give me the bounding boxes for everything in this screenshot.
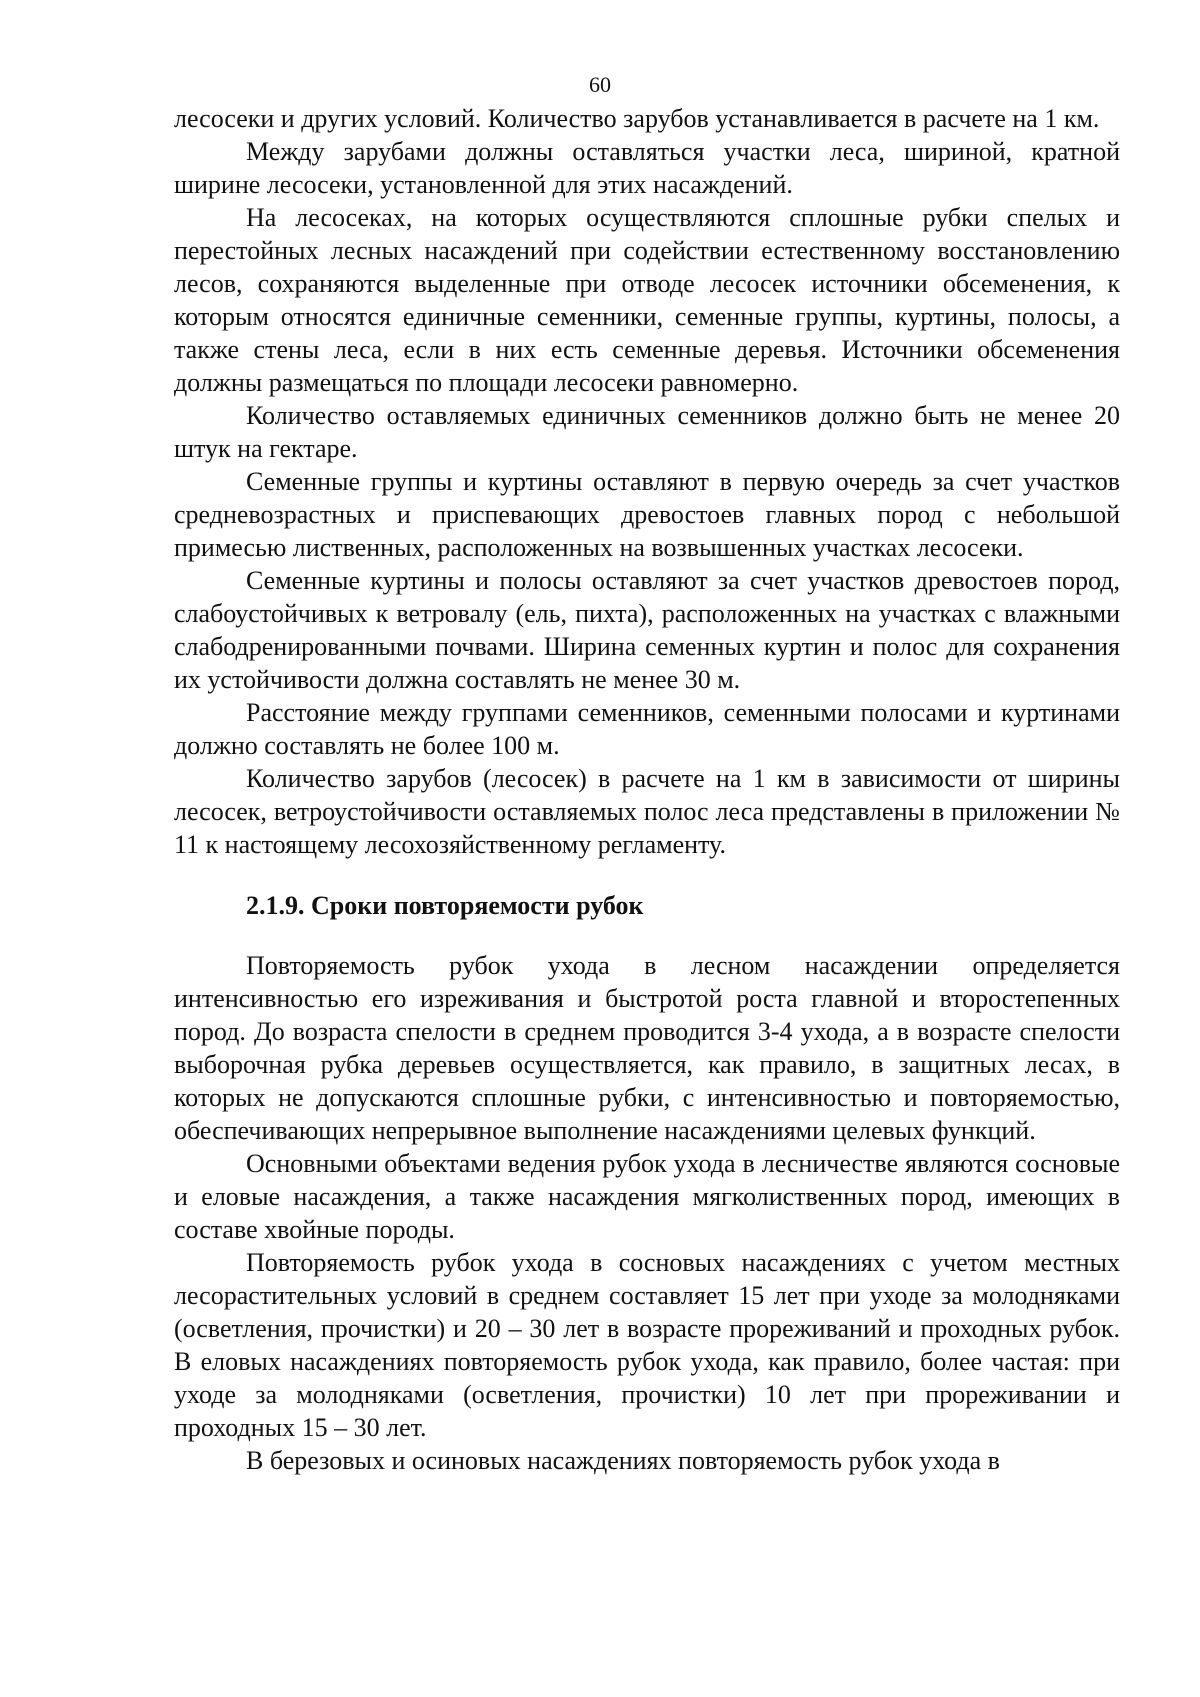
paragraph: Основными объектами ведения рубок ухода в лесничестве являются сосновые и еловые насаждения, а также насаждения мягколиственных пород, имеющих в составе хвойные породы.: [174, 1149, 1120, 1244]
paragraph: В березовых и осиновых насаждениях повторяемость рубок ухода в: [246, 1446, 1000, 1475]
paragraph: Количество оставляемых единичных семенников должно быть не менее 20 штук на гектаре.: [174, 401, 1120, 463]
document-body: [174, 102, 1120, 1477]
paragraph-continuation: лесосеки и других условий. Количество зарубов устанавливается в расчете на 1 км.: [174, 104, 1100, 133]
paragraph: На лесосеках, на которых осуществляются сплошные рубки спелых и перестойных лесных насаждений при содействии естественному восстановлению лесов, сохраняются выделенные при отводе лесосек источники обсеменения, к которым относятся единичные семенники, семенные группы, куртины, полосы, а также стены леса, если в них есть семенные деревья. Источники обсеменения должны размещаться по площади лесосеки равномерно.: [174, 203, 1120, 397]
page-number: 60: [589, 72, 611, 97]
paragraph: Расстояние между группами семенников, семенными полосами и куртинами должно составлять не более 100 м.: [174, 698, 1120, 760]
paragraph: Семенные куртины и полосы оставляют за счет участков древостоев пород, слабоустойчивых к ветровалу (ель, пихта), расположенных на участках с влажными слабодренированными почвами. Ширина семенных куртин и полос для сохранения их устойчивости должна составлять не менее 30 м.: [174, 566, 1120, 694]
paragraph: Семенные группы и куртины оставляют в первую очередь за счет участков средневозрастных и приспевающих древостоев главных пород с небольшой примесью лиственных, расположенных на возвышенных участках лесосеки.: [174, 467, 1120, 562]
paragraph: Повторяемость рубок ухода в лесном насаждении определяется интенсивностью его изреживания и быстротой роста главной и второстепенных пород. До возраста спелости в среднем проводится 3-4 ухода, а в возрасте спелости выборочная рубка деревьев осуществляется, как правило, в защитных лесах, в которых не допускаются сплошные рубки, с интенсивностью и повторяемостью, обеспечивающих непрерывное выполнение насаждениями целевых функций.: [174, 951, 1120, 1145]
paragraph: Повторяемость рубок ухода в сосновых насаждениях с учетом местных лесорастительных условий в среднем составляет 15 лет при уходе за молодняками (осветления, прочистки) и 20 – 30 лет в возрасте прореживаний и проходных рубок. В еловых насаждениях повторяемость рубок ухода, как правило, более частая: при уходе за молодняками (осветления, прочистки) 10 лет при прореживании и проходных 15 – 30 лет.: [174, 1248, 1120, 1442]
section-heading: 2.1.9. Сроки повторяемости рубок: [246, 891, 644, 920]
paragraph: Между зарубами должны оставляться участки леса, шириной, кратной ширине лесосеки, установленной для этих насаждений.: [174, 137, 1120, 199]
paragraph: Количество зарубов (лесосек) в расчете на 1 км в зависимости от ширины лесосек, ветроустойчивости оставляемых полос леса представлены в приложении № 11 к настоящему лесохозяйственному регламенту.: [174, 764, 1120, 859]
